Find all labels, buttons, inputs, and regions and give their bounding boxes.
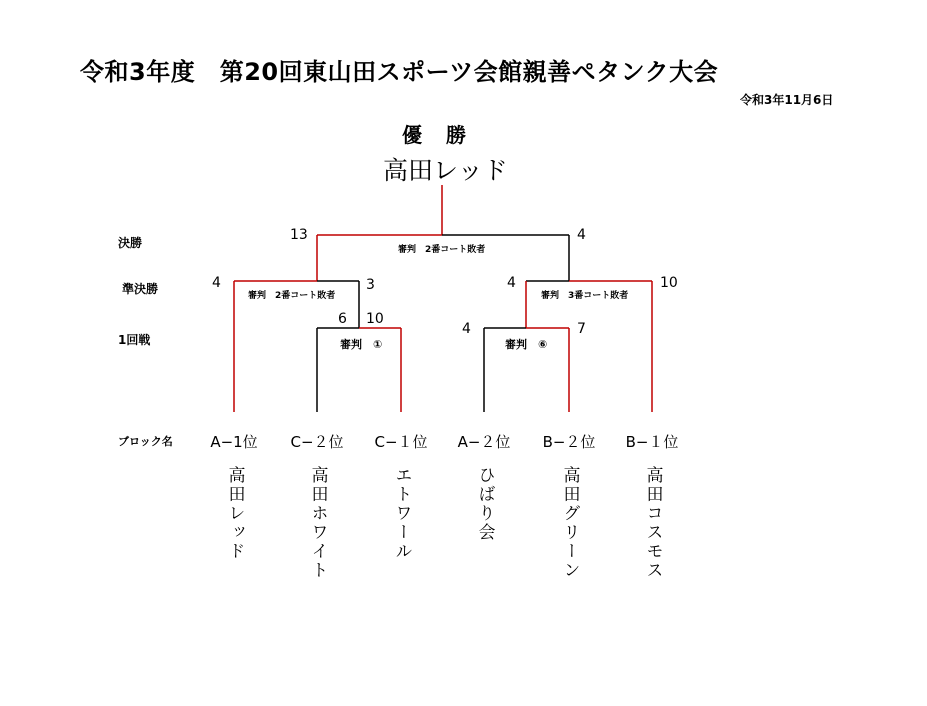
semi-right-right-score: 10	[660, 275, 678, 291]
semi-right-left-score: 4	[507, 275, 516, 291]
round-label-semifinal: 準決勝	[122, 282, 159, 296]
semi-left-right-score: 3	[366, 277, 375, 293]
winner-heading: 優 勝	[402, 123, 468, 147]
winner-name: 高田レッド	[383, 156, 508, 185]
final-referee: 審判 2番コート敗者	[398, 245, 486, 255]
r1-left-left-score: 6	[338, 311, 347, 327]
team-name: 高田コスモス	[642, 466, 663, 580]
team-block-label: C−１位	[374, 433, 428, 451]
semi-left-referee: 審判 2番コート敗者	[248, 291, 336, 301]
r1-right-right-score: 7	[577, 321, 586, 337]
semi-left-left-score: 4	[212, 275, 221, 291]
team-block-label: C−２位	[290, 433, 344, 451]
event-date: 令和3年11月6日	[740, 93, 834, 107]
final-left-score: 13	[290, 227, 308, 243]
team-name: 高田レッド	[224, 466, 245, 561]
team-block-label: B−２位	[542, 433, 596, 451]
round-label-first-round: 1回戦	[118, 333, 151, 347]
team-name: 高田ホワイト	[307, 466, 328, 580]
r1-left-right-score: 10	[366, 311, 384, 327]
team-name: ひばり会	[474, 466, 495, 542]
team-name: 高田グリーン	[559, 466, 580, 580]
r1-right-left-score: 4	[462, 321, 471, 337]
round-label-final: 決勝	[118, 236, 143, 250]
r1-left-referee: 審判 ①	[340, 338, 383, 351]
semi-right-referee: 審判 3番コート敗者	[541, 291, 629, 301]
r1-right-referee: 審判 ⑥	[505, 338, 548, 351]
team-name: エトワール	[391, 466, 412, 561]
team-block-label: B−１位	[625, 433, 679, 451]
page-title: 令和3年度 第20回東山田スポーツ会館親善ペタンク大会	[80, 58, 719, 86]
final-right-score: 4	[577, 227, 586, 243]
team-block-label: A−1位	[210, 433, 258, 451]
round-label-block-name: ブロック名	[118, 435, 173, 448]
team-block-label: A−２位	[457, 433, 511, 451]
